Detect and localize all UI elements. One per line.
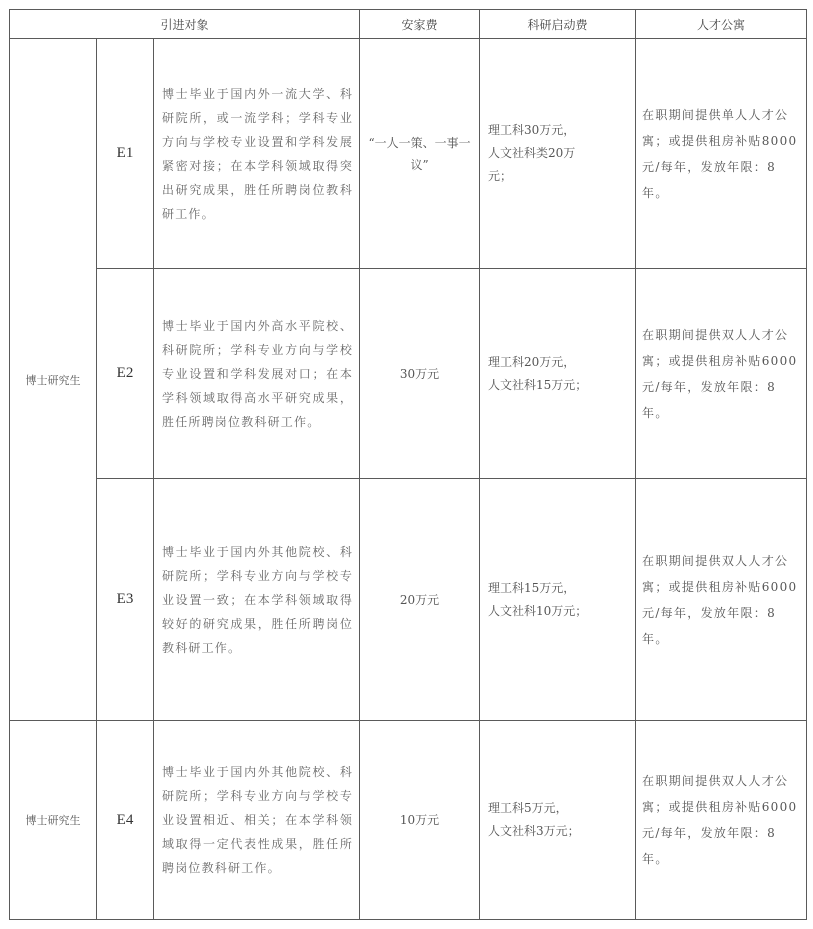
settle-fee: 20万元 (360, 479, 480, 721)
settle-fee: “一人一策、一事一议” (360, 39, 480, 269)
fund-line: 元； (488, 169, 513, 183)
table-row (10, 721, 807, 920)
category-label: 博士研究生 (25, 814, 81, 827)
table-row (10, 479, 807, 721)
talent-apartment: 在职期间提供双人人才公寓；或提供租房补贴6000元/每年，发放年限：8年。 (636, 269, 807, 479)
requirement-text: 博士毕业于国内外其他院校、科研院所；学科专业方向与学校专业设置一致；在本学科领域取得较好的研究成果，胜任所聘岗位教科研工作。 (154, 479, 360, 721)
settle-fee: 10万元 (360, 721, 480, 920)
level-code: E2 (97, 269, 154, 479)
talent-apartment: 在职期间提供双人人才公寓；或提供租房补贴6000元/每年，发放年限：8年。 (636, 721, 807, 920)
header-apartment: 人才公寓 (636, 10, 807, 39)
fund-line: 理工科5万元， (488, 801, 568, 815)
research-fund (480, 269, 636, 479)
fund-line: 人文社科10万元； (488, 603, 588, 618)
level-code: E3 (97, 479, 154, 721)
fund-line: 理工科30万元， (488, 123, 576, 137)
fund-line: 理工科20万元， (488, 354, 576, 369)
talent-apartment: 在职期间提供单人人才公寓；或提供租房补贴8000元/每年，发放年限：8年。 (636, 39, 807, 269)
header-fund: 科研启动费 (480, 10, 636, 39)
category-label: 博士研究生 (25, 373, 81, 387)
requirement-text: 博士毕业于国内外高水平院校、科研院所；学科专业方向与学校专业设置和学科发展对口；在本学科领域取得高水平研究成果，胜任所聘岗位教科研工作。 (154, 269, 360, 479)
research-fund (480, 39, 636, 269)
research-fund (480, 721, 636, 920)
fund-line: 人文社科类20万 (488, 146, 576, 160)
header-settle: 安家费 (360, 10, 480, 39)
category-cell (10, 39, 97, 721)
requirement-text: 博士毕业于国内外其他院校、科研院所；学科专业方向与学校专业设置相近、相关；在本学科领域取得一定代表性成果，胜任所聘岗位教科研工作。 (154, 721, 360, 920)
level-code: E4 (97, 721, 154, 920)
requirement-text: 博士毕业于国内外一流大学、科研院所，或一流学科；学科专业方向与学校专业设置和学科发展紧密对接；在本学科领域取得突出研究成果，胜任所聘岗位教科研工作。 (154, 39, 360, 269)
research-fund (480, 479, 636, 721)
header-row (10, 10, 807, 39)
table-row (10, 39, 807, 269)
talent-apartment: 在职期间提供双人人才公寓；或提供租房补贴6000元/每年，发放年限：8年。 (636, 479, 807, 721)
header-target: 引进对象 (10, 10, 360, 39)
level-code: E1 (97, 39, 154, 269)
fund-line: 人文社科3万元； (488, 824, 580, 838)
fund-line: 人文社科15万元； (488, 377, 588, 392)
talent-policy-table (9, 9, 807, 920)
fund-line: 理工科15万元， (488, 580, 576, 595)
category-cell (10, 721, 97, 920)
settle-fee: 30万元 (360, 269, 480, 479)
table-row (10, 269, 807, 479)
